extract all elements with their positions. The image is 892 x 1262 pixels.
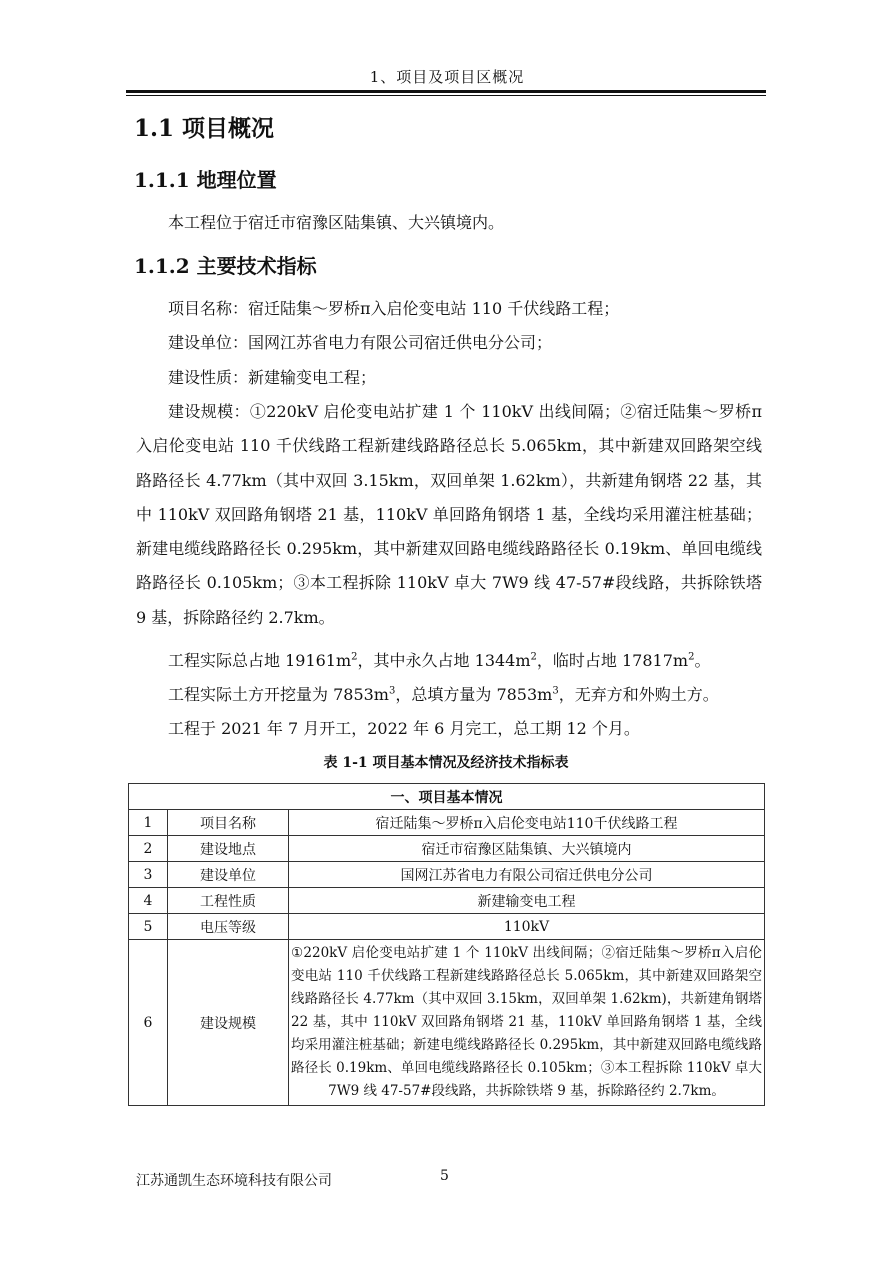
land-sup-2: 2 <box>530 651 537 663</box>
builder-paragraph: 建设单位：国网江苏省电力有限公司宿迁供电分公司； <box>168 333 553 352</box>
row-value: 宿迁市宿豫区陆集镇、大兴镇境内 <box>289 836 765 862</box>
table-row <box>129 810 765 836</box>
table-section-title: 一、项目基本情况 <box>129 784 765 810</box>
section-heading-1-1-1: 1.1.1 地理位置 <box>134 168 277 192</box>
row-label: 建设规模 <box>168 940 289 1106</box>
table-row <box>129 914 765 940</box>
row-number: 2 <box>129 836 168 862</box>
row-value: 宿迁陆集～罗桥π入启伦变电站110千伏线路工程 <box>289 810 765 836</box>
table-caption: 表 1-1 项目基本情况及经济技术指标表 <box>323 755 569 771</box>
page-number: 5 <box>440 1168 449 1184</box>
table-row <box>129 836 765 862</box>
row-label: 建设单位 <box>168 862 289 888</box>
table-section-row <box>129 784 765 810</box>
land-text-1: 工程实际总占地 19161m <box>168 651 352 670</box>
row-value: 国网江苏省电力有限公司宿迁供电分公司 <box>289 862 765 888</box>
earth-sup-1: 3 <box>388 685 396 697</box>
row-value: 新建输变电工程 <box>289 888 765 914</box>
project-name-paragraph: 项目名称：宿迁陆集～罗桥π入启伦变电站 110 千伏线路工程； <box>168 299 620 318</box>
row-number: 5 <box>129 914 168 940</box>
row-number: 4 <box>129 888 168 914</box>
header-rule-thick <box>126 90 766 93</box>
earth-text-3: ，无弃方和外购土方。 <box>558 685 719 704</box>
row-number: 3 <box>129 862 168 888</box>
footer-company: 江苏通凯生态环境科技有限公司 <box>136 1173 332 1189</box>
section-heading-1-1-2: 1.1.2 主要技术指标 <box>134 254 317 278</box>
earth-text-1: 工程实际土方开挖量为 7853m <box>168 685 389 704</box>
land-text-3: ，临时占地 17817m <box>536 651 689 670</box>
scale-paragraph: 建设规模：①220kV 启伦变电站扩建 1 个 110kV 出线间隔；②宿迁陆集～罗桥π入启伦变电站 110 千伏线路工程新建线路路径总长 5.065km，其中新建双回路架空线路路径长 4.77km（其中双回 3.15km，双回单架 1.62km），共新建角钢塔 22 基，其中 110kV 双回路角钢塔 21 基，110kV 单回路角钢塔 1 基，全线均采用灌注桩基础；新建电缆线路路径长 0.295km，其中新建双回路电缆线路路径长 0.19km、单回电缆线路路径长 0.105km；③本工程拆除 110kV 卓大 7W9 线 47-57#段线路，共拆除铁塔 9 基，拆除路径约 2.7km。 <box>136 402 762 627</box>
table-row <box>129 888 765 914</box>
row-label: 项目名称 <box>168 810 289 836</box>
row-label: 工程性质 <box>168 888 289 914</box>
header-rule-thin <box>126 95 766 96</box>
project-info-table <box>128 783 765 1106</box>
land-sup-1: 2 <box>351 651 358 663</box>
schedule-paragraph: 工程于 2021 年 7 月开工，2022 年 6 月完工，总工期 12 个月。 <box>168 719 640 738</box>
table-row <box>129 862 765 888</box>
land-sup-3: 2 <box>688 651 695 663</box>
table-row <box>129 940 765 1106</box>
running-header: 1、项目及项目区概况 <box>369 68 525 86</box>
earth-sup-2: 3 <box>552 685 559 697</box>
row-label: 建设地点 <box>168 836 289 862</box>
earthwork-paragraph <box>136 678 762 712</box>
row-label: 电压等级 <box>168 914 289 940</box>
land-use-paragraph <box>136 644 762 678</box>
nature-paragraph: 建设性质：新建输变电工程； <box>168 368 377 387</box>
row-value: 110kV <box>289 914 765 940</box>
land-text-2: ，其中永久占地 1344m <box>357 651 531 670</box>
row-number: 6 <box>129 940 168 1106</box>
land-text-4: 。 <box>694 651 711 670</box>
row-number: 1 <box>129 810 168 836</box>
row-value: ①220kV 启伦变电站扩建 1 个 110kV 出线间隔；②宿迁陆集～罗桥π入启伦变电站 110 千伏线路工程新建线路路径总长 5.065km，其中新建双回路架空线路路径长 4.77km（其中双回 3.15km，双回单架 1.62km)，共新建角钢塔 22 基，其中 110kV 双回路角钢塔 21 基，110kV 单回路角钢塔 1 基，全线均采用灌注桩基础；新建电缆线路路径长 0.295km，其中新建双回路电缆线路路径长 0.19km、单回电缆线路路径长 0.105km；③本工程拆除 110kV 卓大 7W9 线 47-57#段线路，共拆除铁塔 9 基，拆除路径约 2.7km。 <box>289 940 765 1106</box>
earth-text-2: ，总填方量为 7853m <box>395 685 553 704</box>
location-paragraph: 本工程位于宿迁市宿豫区陆集镇、大兴镇境内。 <box>168 213 505 232</box>
section-heading-1-1: 1.1 项目概况 <box>134 115 275 142</box>
